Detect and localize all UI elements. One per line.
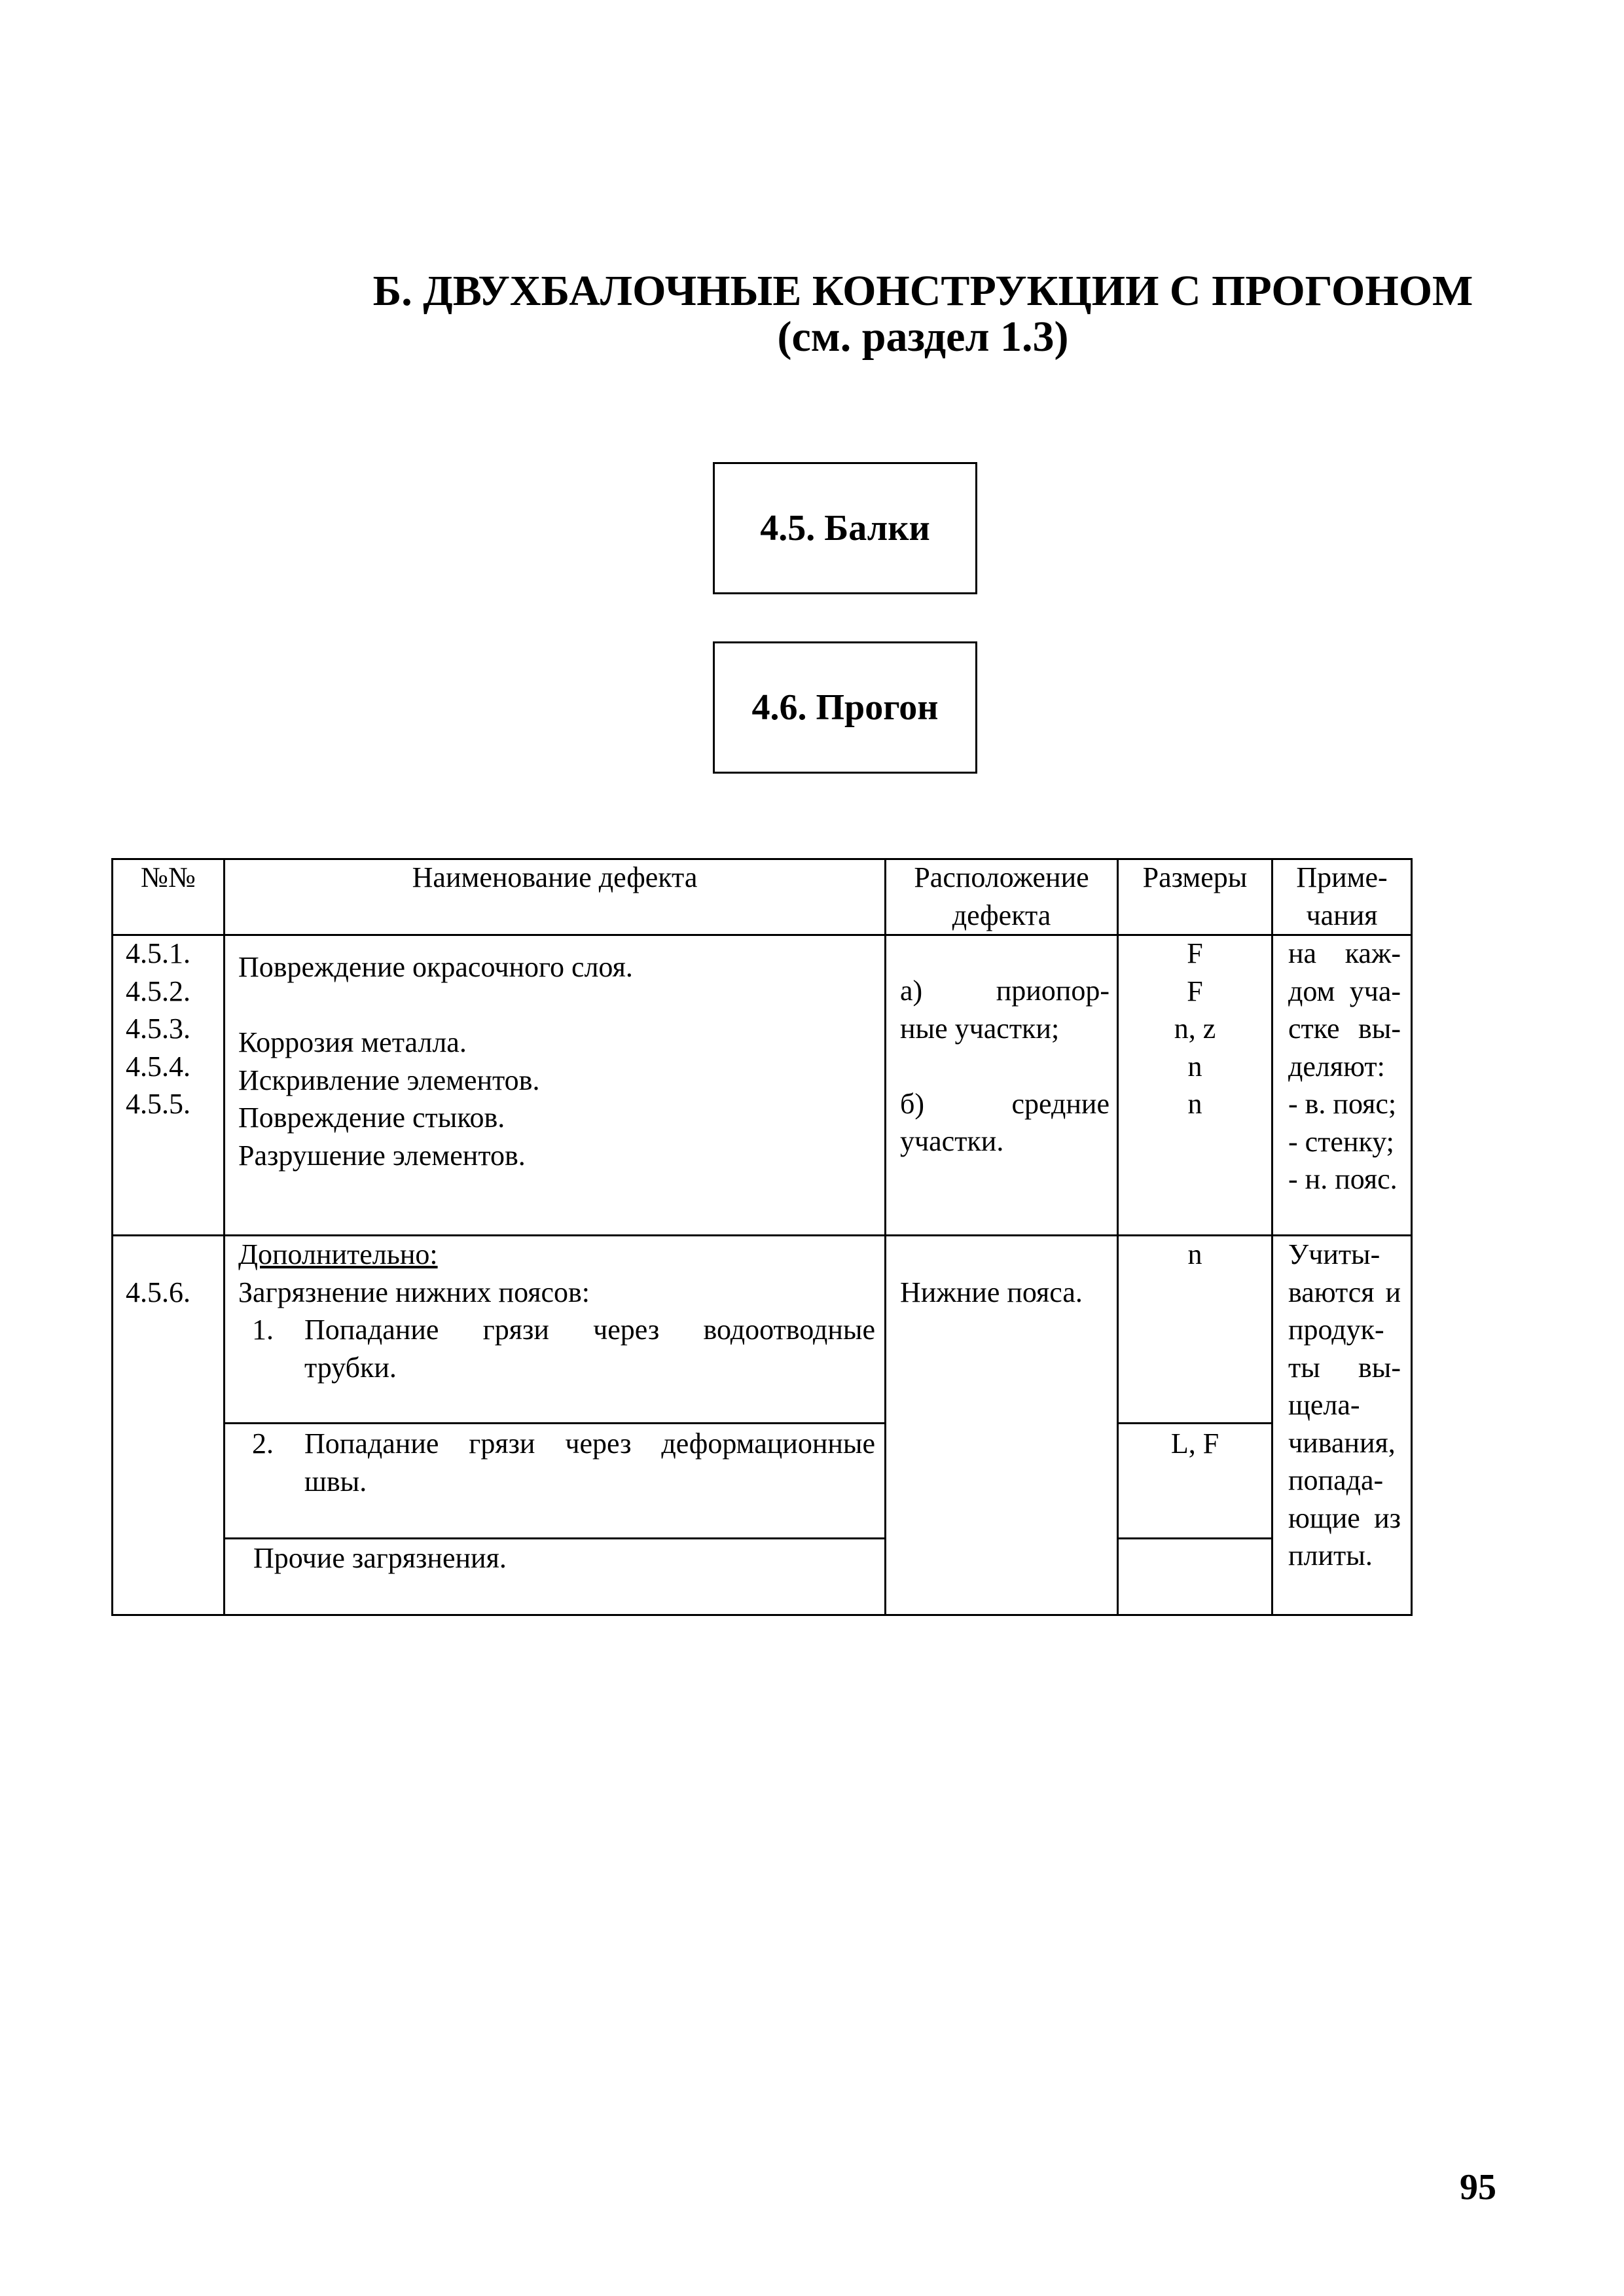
row1-sizes <box>1119 935 1271 1123</box>
section-title-line2: (см. раздел 1.3) <box>777 313 1069 361</box>
note-text: деляют: <box>1288 1050 1385 1083</box>
additional-label: Дополнительно: <box>238 1238 438 1270</box>
header-location <box>886 859 1117 934</box>
header-notes <box>1273 859 1411 934</box>
note-text: чивания, <box>1288 1426 1396 1459</box>
note-text: стке вы- <box>1288 1013 1401 1045</box>
note-text: ющие из <box>1288 1501 1401 1534</box>
item-text: Попадание грязи через водоотводные <box>304 1314 875 1346</box>
item1-number: 1. <box>252 1314 274 1346</box>
subsection-box-purlin <box>713 641 977 774</box>
row1-notes <box>1288 935 1401 1198</box>
row-number: 4.5.1. <box>126 937 190 969</box>
table-border-right <box>1411 858 1413 1616</box>
row-number: 4.5.5. <box>126 1088 190 1120</box>
location-text: б) средние <box>900 1087 1110 1120</box>
header-location-line1: Расположение <box>914 861 1089 893</box>
defect-text: Коррозия металла. <box>238 1026 467 1058</box>
header-location-line2: дефекта <box>952 899 1051 931</box>
table-column-divider <box>1271 858 1273 1616</box>
location-text: ные участки; <box>900 1012 1060 1045</box>
table-column-divider <box>223 858 225 1616</box>
item-text: трубки. <box>304 1351 397 1384</box>
note-text: дом уча- <box>1288 975 1401 1007</box>
item1-text <box>304 1311 875 1386</box>
table-column-divider <box>884 858 886 1616</box>
row2-size1: n <box>1187 1238 1202 1270</box>
note-text: ваются и <box>1288 1276 1401 1308</box>
size-value: n, z <box>1174 1013 1216 1045</box>
header-sizes: Размеры <box>1142 861 1248 893</box>
note-text: продук- <box>1288 1314 1384 1346</box>
row2-number: 4.5.6. <box>126 1276 190 1308</box>
size-value: F <box>1187 937 1203 969</box>
note-text: плиты. <box>1288 1539 1373 1571</box>
location-text: а) приопор- <box>900 975 1110 1007</box>
item-text: Попадание грязи через деформационные <box>304 1427 875 1460</box>
item2-text <box>304 1425 875 1500</box>
defect-text: Загрязнение нижних поясов: <box>238 1276 590 1308</box>
subsection-label-purlin: 4.6. Прогон <box>751 687 939 728</box>
header-notes-line1: Приме- <box>1296 861 1388 893</box>
item-text: швы. <box>304 1465 367 1498</box>
defect-text: Повреждение стыков. <box>238 1102 505 1134</box>
defect-text: Разрушение элементов. <box>238 1139 526 1172</box>
note-text: попада- <box>1288 1464 1384 1496</box>
row-number: 4.5.2. <box>126 975 190 1007</box>
table-inner-divider <box>223 1422 884 1424</box>
row1-defects <box>238 948 867 1174</box>
table-inner-divider <box>1117 1422 1271 1424</box>
table-inner-divider <box>1117 1537 1271 1539</box>
defect-text: Искривление элементов. <box>238 1064 540 1096</box>
defect-text: Повреждение окрасочного слоя. <box>238 951 633 983</box>
note-text: - в. пояс; <box>1288 1088 1397 1120</box>
row-number: 4.5.3. <box>126 1013 190 1045</box>
header-defect-name: Наименование дефекта <box>412 861 698 893</box>
other-pollution: Прочие загрязнения. <box>253 1542 507 1574</box>
location-text: участки. <box>900 1125 1004 1157</box>
size-value: F <box>1187 975 1203 1007</box>
section-title-line1: Б. ДВУХБАЛОЧНЫЕ КОНСТРУКЦИИ С ПРОГОНОМ <box>372 267 1473 315</box>
note-text: ты вы- <box>1288 1351 1401 1384</box>
note-text: - стенку; <box>1288 1125 1394 1158</box>
header-notes-line2: чания <box>1306 899 1378 931</box>
item2-number: 2. <box>252 1427 274 1460</box>
row2-notes <box>1288 1236 1401 1575</box>
note-text: - н. пояс. <box>1288 1163 1398 1195</box>
row1-location <box>900 972 1110 1160</box>
size-value: n <box>1187 1088 1202 1120</box>
row-number: 4.5.4. <box>126 1050 190 1083</box>
note-text: щела- <box>1288 1389 1360 1421</box>
row2-defects <box>238 1236 876 1311</box>
table-border-left <box>111 858 113 1616</box>
subsection-label-beams: 4.5. Балки <box>760 508 930 548</box>
row1-numbers <box>126 935 217 1123</box>
section-title <box>340 268 1506 360</box>
subsection-box-beams <box>713 462 977 594</box>
size-value: n <box>1187 1050 1202 1083</box>
page-number: 95 <box>1460 2167 1496 2208</box>
note-text: на каж- <box>1288 937 1401 969</box>
note-text: Учиты- <box>1288 1238 1380 1270</box>
header-num: №№ <box>141 861 196 893</box>
table-border-bottom <box>111 1614 1413 1616</box>
row2-location: Нижние пояса. <box>900 1276 1083 1308</box>
row2-size2: L, F <box>1170 1427 1219 1460</box>
